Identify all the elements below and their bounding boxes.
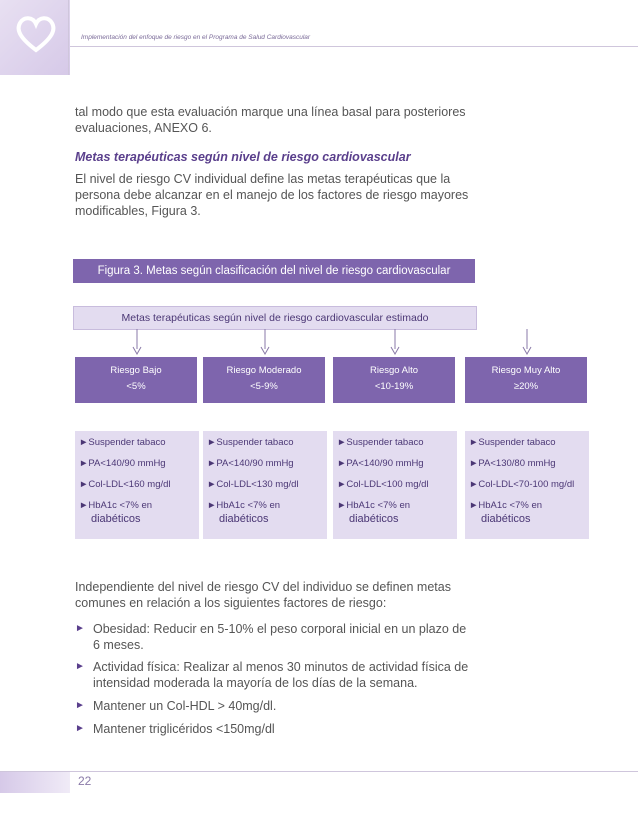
list-item-line: Mantener un Col-HDL > 40mg/dl.	[93, 699, 277, 713]
risk-range: <5-9%	[250, 381, 278, 392]
intro-line: evaluaciones, ANEXO 6.	[75, 121, 212, 135]
estimated-label: Metas terapéuticas según nivel de riesgo cardiovascular estimado	[73, 306, 477, 330]
bullet-icon: ►	[75, 723, 85, 734]
goal-item: ►Col-LDL<160 mg/dl	[79, 479, 171, 490]
list-item	[75, 721, 475, 739]
risk-box-moderado	[203, 357, 325, 403]
common-intro-line: Independiente del nivel de riesgo CV del individuo se definen metas	[75, 580, 451, 594]
goals-box-alto	[333, 431, 457, 539]
intro-paragraph	[75, 104, 475, 136]
list-item	[75, 659, 475, 693]
goal-item: ►PA<140/90 mmHg	[79, 458, 166, 469]
goals-box-moderado	[203, 431, 327, 539]
common-intro-line: comunes en relación a los siguientes factores de riesgo:	[75, 596, 387, 610]
corner-decoration	[0, 0, 70, 75]
section-paragraph	[75, 171, 475, 219]
risk-name: Riesgo Bajo	[110, 365, 162, 376]
goal-item: ►HbA1c <7% en	[469, 500, 543, 511]
goal-item: ►Suspender tabaco	[207, 437, 294, 448]
goal-item: ►Suspender tabaco	[79, 437, 166, 448]
common-intro	[75, 579, 475, 611]
page-number: 22	[78, 774, 92, 788]
risk-range: <10-19%	[374, 381, 414, 392]
footer-tab	[0, 771, 70, 793]
figure-caption: Figura 3. Metas según clasificación del nivel de riesgo cardiovascular	[73, 259, 475, 283]
list-item-line: Obesidad: Reducir en 5-10% el peso corporal inicial en un plazo de	[93, 622, 467, 636]
list-item-line: Mantener triglicéridos <150mg/dl	[93, 722, 275, 736]
down-arrow-icon	[260, 329, 270, 355]
list-item-line: 6 meses.	[93, 638, 144, 652]
list-item	[75, 698, 475, 716]
goal-item: ►Suspender tabaco	[469, 437, 556, 448]
section-line: El nivel de riesgo CV individual define las metas terapéuticas que la	[75, 172, 451, 186]
list-item-line: intensidad moderada la mayoría de los días de la semana.	[93, 676, 418, 690]
risk-box-muy-alto	[465, 357, 587, 403]
down-arrow-icon	[132, 329, 142, 355]
goal-item: diabéticos	[91, 513, 141, 525]
goals-box-bajo	[75, 431, 199, 539]
risk-name: Riesgo Moderado	[226, 365, 302, 376]
risk-box-alto	[333, 357, 455, 403]
goal-item: diabéticos	[219, 513, 269, 525]
goal-item: ►HbA1c <7% en	[337, 500, 411, 511]
risk-range: <5%	[126, 381, 146, 392]
risk-name: Riesgo Alto	[369, 365, 419, 376]
heart-icon	[14, 14, 58, 54]
bullet-icon: ►	[75, 661, 85, 672]
risk-name: Riesgo Muy Alto	[491, 365, 561, 376]
goal-item: ►HbA1c <7% en	[207, 500, 281, 511]
goal-item: ►HbA1c <7% en	[79, 500, 153, 511]
goal-item: ►Col-LDL<100 mg/dl	[337, 479, 429, 490]
goal-item: diabéticos	[349, 513, 399, 525]
header-divider-vertical	[68, 0, 69, 75]
risk-box-bajo	[75, 357, 197, 403]
goal-item: ►PA<130/80 mmHg	[469, 458, 556, 469]
section-title: Metas terapéuticas según nivel de riesgo cardiovascular	[75, 150, 411, 164]
bullet-icon: ►	[75, 623, 85, 634]
bullet-icon: ►	[75, 700, 85, 711]
section-line: modificables, Figura 3.	[75, 204, 201, 218]
goals-box-muy-alto	[465, 431, 589, 539]
header-divider	[70, 46, 638, 47]
down-arrow-icon	[522, 329, 532, 355]
running-title: Implementación del enfoque de riesgo en el Programa de Salud Cardiovascular	[81, 34, 311, 41]
list-item	[75, 621, 475, 655]
goal-item: ►PA<140/90 mmHg	[207, 458, 294, 469]
goal-item: diabéticos	[481, 513, 531, 525]
intro-line: tal modo que esta evaluación marque una línea basal para posteriores	[75, 105, 466, 119]
goal-item: ►Col-LDL<70-100 mg/dl	[469, 479, 575, 490]
common-goals-list	[75, 621, 475, 741]
goal-item: ►PA<140/90 mmHg	[337, 458, 424, 469]
goal-item: ►Suspender tabaco	[337, 437, 424, 448]
goal-item: ►Col-LDL<130 mg/dl	[207, 479, 299, 490]
footer-divider	[0, 771, 638, 772]
section-line: persona debe alcanzar en el manejo de los factores de riesgo mayores	[75, 188, 469, 202]
down-arrow-icon	[390, 329, 400, 355]
risk-range: ≥20%	[513, 381, 539, 392]
list-item-line: Actividad física: Realizar al menos 30 minutos de actividad física de	[93, 660, 469, 674]
